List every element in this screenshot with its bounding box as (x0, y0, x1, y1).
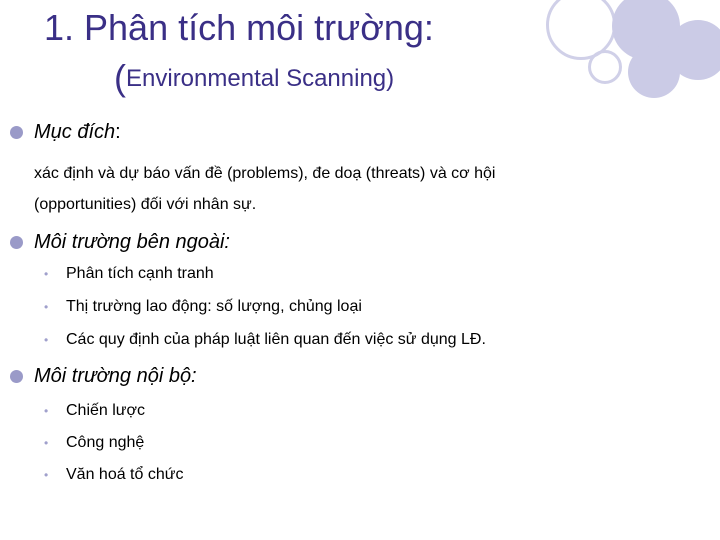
internal-item: Công nghệ (66, 434, 145, 451)
sub-bullet-icon: • (44, 468, 49, 482)
sub-bullet-icon: • (44, 267, 49, 281)
main-bullet-icon (10, 236, 23, 249)
internal-item: Chiến lược (66, 402, 146, 419)
decorative-filled-circle-right (668, 20, 720, 80)
slide-title: 1. Phân tích môi trường: (44, 7, 434, 48)
sub-bullet-icon: • (44, 333, 49, 347)
sub-bullet-icon: • (44, 404, 49, 418)
internal-heading: Môi trường nội bộ: (34, 365, 197, 387)
purpose-heading (34, 120, 121, 144)
external-heading: Môi trường bên ngoài: (34, 231, 230, 253)
main-bullet-icon (10, 370, 23, 383)
subtitle-open-paren: ( (114, 57, 126, 98)
purpose-text-line-1: xác định và dự báo vấn đề (problems), đe doạ (threats) và cơ hội (34, 165, 496, 182)
sub-bullet-icon: • (44, 300, 49, 314)
internal-item: Văn hoá tổ chức (66, 466, 184, 483)
main-bullet-icon (10, 126, 23, 139)
sub-bullet-icon: • (44, 436, 49, 450)
external-item: Thị trường lao động: số lượng, chủng loại (66, 298, 362, 315)
external-item: Các quy định của pháp luật liên quan đến việc sử dụng LĐ. (66, 331, 486, 348)
purpose-heading-colon: : (115, 121, 121, 143)
purpose-text-line-2: (opportunities) đối với nhân sự. (34, 196, 257, 213)
slide-subtitle (114, 56, 394, 101)
external-item: Phân tích cạnh tranh (66, 265, 214, 282)
subtitle-text: Environmental Scanning) (126, 65, 395, 92)
decorative-small-ring-circle (588, 50, 622, 84)
purpose-heading-label: Mục đích (34, 121, 116, 143)
